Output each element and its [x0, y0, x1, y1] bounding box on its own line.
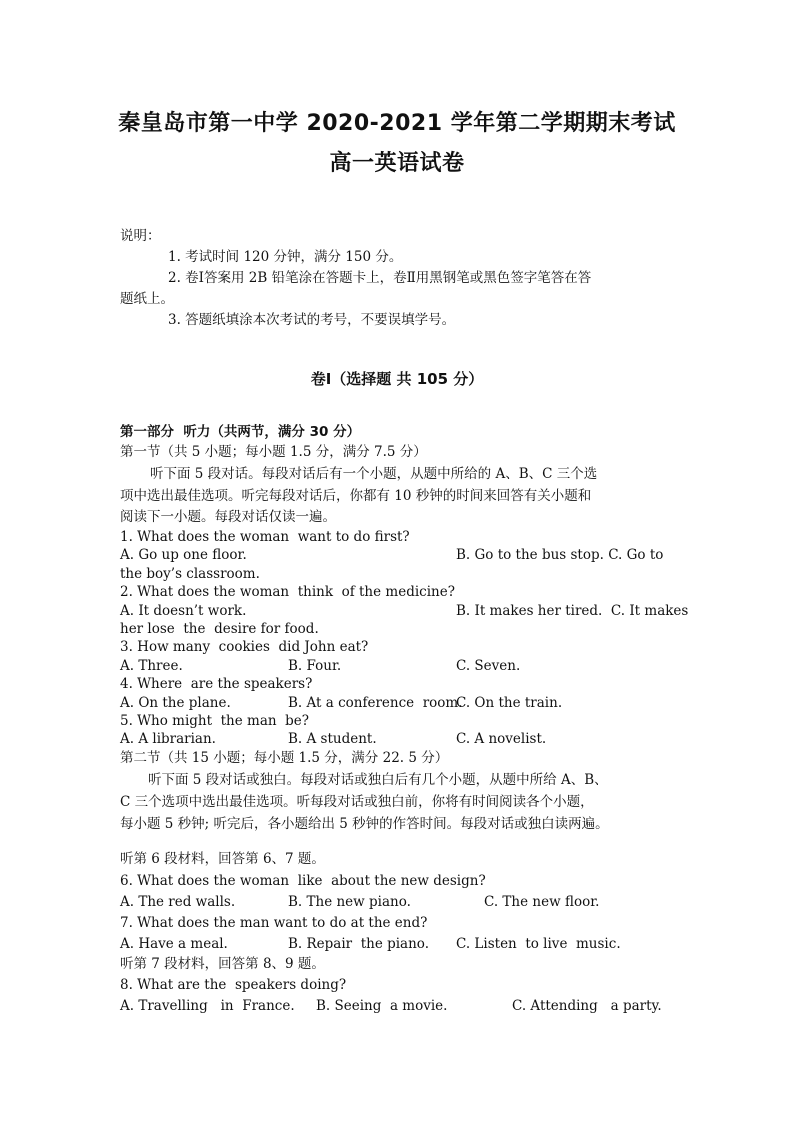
question-5-option-b: B. A student. — [288, 731, 377, 747]
note-2-cont: 题纸上。 — [120, 291, 174, 307]
question-2-option-bc: B. It makes her tired. C. It makes — [456, 603, 689, 619]
instruction-2-line-c: 每小题 5 秒钟; 听完后，各小题给出 5 秒钟的作答时间。每段对话或独白读两遍。 — [120, 816, 609, 832]
question-4: 4. Where are the speakers? — [120, 676, 313, 692]
instruction-2-line-a: 听下面 5 段对话或独白。每段对话或独白后有几个小题，从题中所给 A、B、 — [148, 772, 608, 788]
question-6: 6. What does the woman like about the new design? — [120, 873, 486, 889]
question-7-option-a: A. Have a meal. — [120, 936, 228, 952]
volume-title: 卷Ⅰ（选择题 共 105 分） — [310, 370, 484, 388]
question-2-option-c-cont: her lose the desire for food. — [120, 621, 319, 637]
material-6-heading: 听第 6 段材料，回答第 6、7 题。 — [120, 851, 325, 867]
question-3-option-c: C. Seven. — [456, 658, 521, 674]
question-6-option-c: C. The new floor. — [484, 894, 600, 910]
question-7-option-c: C. Listen to live music. — [456, 936, 621, 952]
question-1-option-c-cont: the boy’s classroom. — [120, 566, 260, 582]
question-4-option-b: B. At a conference room. — [288, 695, 463, 711]
question-7: 7. What does the man want to do at the end? — [120, 915, 428, 931]
instruction-1-line-b: 项中选出最佳选项。听完每段对话后，你都有 10 秒钟的时间来回答有关小题和 — [120, 488, 592, 504]
question-8-option-b: B. Seeing a movie. — [316, 998, 448, 1014]
note-3: 3. 答题纸填涂本次考试的考号，不要误填学号。 — [168, 312, 456, 328]
question-1: 1. What does the woman want to do first? — [120, 529, 410, 545]
section2-title: 第二节（共 15 小题；每小题 1.5 分，满分 22. 5 分） — [120, 750, 449, 766]
question-4-option-c: C. On the train. — [456, 695, 563, 711]
question-5-option-a: A. A librarian. — [120, 731, 216, 747]
question-7-option-b: B. Repair the piano. — [288, 936, 429, 952]
instruction-1-line-a: 听下面 5 段对话。每段对话后有一个小题，从题中所给的 A、B、C 三个选 — [150, 466, 598, 482]
question-8-option-a: A. Travelling in France. — [120, 998, 295, 1014]
question-1-option-bc: B. Go to the bus stop. C. Go to — [456, 547, 664, 563]
question-6-option-a: A. The red walls. — [120, 894, 236, 910]
question-5: 5. Who might the man be? — [120, 713, 310, 729]
question-2-option-a: A. It doesn’t work. — [120, 603, 247, 619]
question-4-option-a: A. On the plane. — [120, 695, 231, 711]
question-3: 3. How many cookies did John eat? — [120, 639, 369, 655]
question-3-option-a: A. Three. — [120, 658, 183, 674]
question-2: 2. What does the woman think of the medicine? — [120, 584, 455, 600]
question-8: 8. What are the speakers doing? — [120, 977, 347, 993]
notes-label: 说明： — [120, 228, 161, 244]
section1-title: 第一节（共 5 小题；每小题 1.5 分，满分 7.5 分） — [120, 444, 427, 460]
instruction-1-line-c: 阅读下一小题。每段对话仅读一遍。 — [120, 509, 336, 525]
question-5-option-c: C. A novelist. — [456, 731, 547, 747]
question-1-option-a: A. Go up one floor. — [120, 547, 247, 563]
exam-title: 秦皇岛市第一中学 2020-2021 学年第二学期期末考试 — [118, 111, 676, 136]
note-1: 1. 考试时间 120 分钟，满分 150 分。 — [168, 249, 403, 265]
material-7-heading: 听第 7 段材料，回答第 8、9 题。 — [120, 956, 325, 972]
instruction-2-line-b: C 三个选项中选出最佳选项。听每段对话或独白前，你将有时间阅读各个小题， — [120, 794, 594, 810]
note-2: 2. 卷Ⅰ答案用 2B 铅笔涂在答题卡上，卷Ⅱ用黑钢笔或黑色签字笔答在答 — [168, 270, 592, 286]
question-8-option-c: C. Attending a party. — [512, 998, 662, 1014]
question-6-option-b: B. The new piano. — [288, 894, 411, 910]
question-3-option-b: B. Four. — [288, 658, 342, 674]
part1-title: 第一部分 听力（共两节，满分 30 分） — [120, 424, 361, 440]
exam-subtitle: 高一英语试卷 — [329, 151, 465, 176]
